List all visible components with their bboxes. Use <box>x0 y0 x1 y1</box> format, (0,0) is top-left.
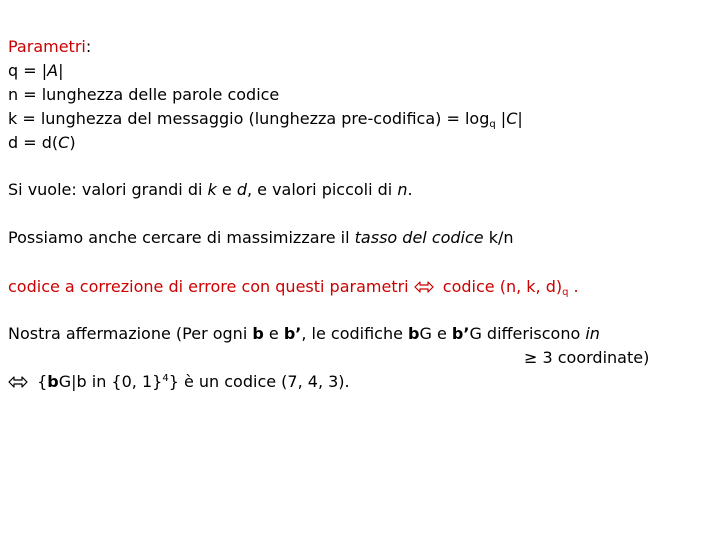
wish-d: d <box>236 180 247 199</box>
definition-line <box>8 277 579 299</box>
param-d-code: C <box>58 133 70 152</box>
result-line <box>8 372 350 394</box>
param-q <box>8 61 63 81</box>
rate-text-2: k/n <box>483 228 514 247</box>
definition-text-2: codice (n, k, d) <box>437 277 563 296</box>
param-q-prefix: q = | <box>8 61 48 80</box>
claim-line-1 <box>8 324 600 344</box>
wish-text-4: . <box>407 180 413 199</box>
wish-text-1: Si vuole: valori grandi di <box>8 180 208 199</box>
param-d-prefix: d = d( <box>8 133 59 152</box>
claim-text-5: G differiscono <box>469 324 586 343</box>
claim-text-2: e <box>263 324 284 343</box>
claim-text-3: , le codifiche <box>301 324 409 343</box>
params-heading: Parametri <box>8 37 86 56</box>
claim-b: b <box>252 324 264 343</box>
param-k-log-base: q <box>489 119 496 130</box>
claim-b-primeG: b’ <box>451 324 470 343</box>
result-superscript: 4 <box>162 373 169 384</box>
params-colon: : <box>85 37 92 56</box>
param-k-tail: | <box>495 109 507 128</box>
double-arrow-icon <box>8 374 28 394</box>
param-k-end: | <box>517 109 523 128</box>
param-q-alphabet: A <box>47 61 59 80</box>
param-k <box>8 109 523 129</box>
param-d-suffix: ) <box>69 133 76 152</box>
param-d <box>8 133 76 153</box>
claim-line-2: ≥ 3 coordinate) <box>524 348 650 367</box>
param-n: n = lunghezza delle parole codice <box>8 85 280 104</box>
claim-text-1: Nostra affermazione (Per ogni <box>8 324 253 343</box>
rate-term: tasso del codice <box>354 228 484 247</box>
param-k-code: C <box>506 109 518 128</box>
param-q-suffix: | <box>58 61 64 80</box>
wish-n: n <box>397 180 408 199</box>
definition-subscript: q <box>562 287 569 298</box>
definition-text-1: codice a correzione di errore con questi parametri <box>8 277 414 296</box>
claim-text-6: in <box>585 324 600 343</box>
wish-line <box>8 180 413 200</box>
rate-line <box>8 228 514 248</box>
param-k-text: k = lunghezza del messaggio (lunghezza pre-codifica) = log <box>8 109 490 128</box>
claim-b-prime: b’ <box>283 324 302 343</box>
wish-k: k <box>207 180 217 199</box>
result-b: b <box>47 372 59 391</box>
params-heading-line <box>8 37 91 57</box>
result-text-2: G|b in {0, 1} <box>58 372 163 391</box>
claim-text-4: G e <box>419 324 452 343</box>
wish-text-3: , e valori piccoli di <box>246 180 398 199</box>
claim-bG: b <box>408 324 420 343</box>
wish-text-2: e <box>216 180 237 199</box>
definition-text-3: . <box>568 277 579 296</box>
result-text-1: { <box>32 372 48 391</box>
double-arrow-icon <box>414 279 434 299</box>
result-text-3: } è un codice (7, 4, 3). <box>168 372 350 391</box>
rate-text-1: Possiamo anche cercare di massimizzare il <box>8 228 355 247</box>
